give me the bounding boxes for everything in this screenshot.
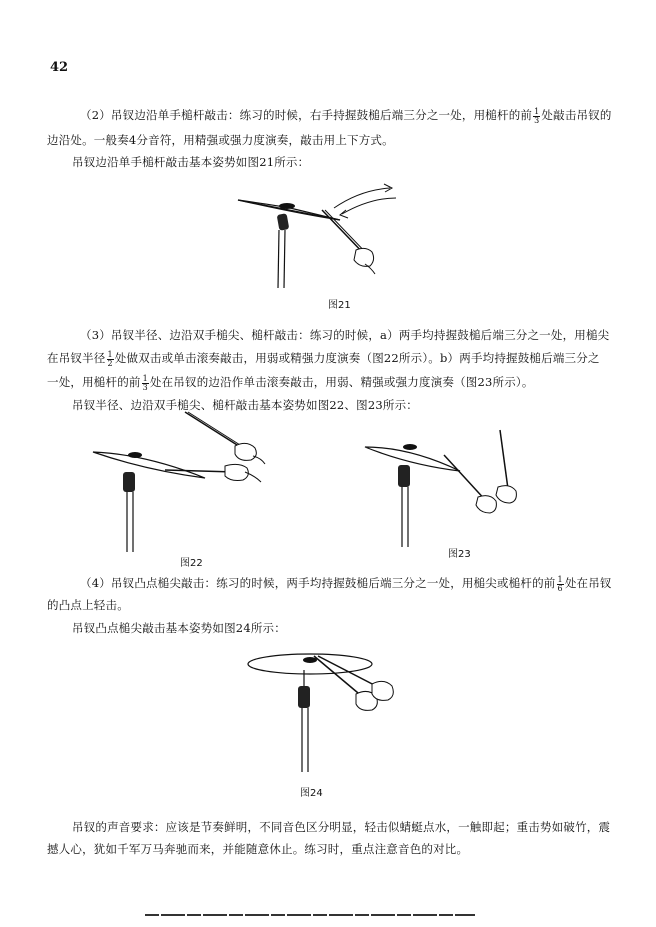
- page-number: 42: [50, 60, 69, 75]
- fraction: [533, 108, 540, 125]
- figure-23-illustration: [360, 425, 535, 550]
- section-3-line-2: [47, 347, 600, 370]
- fraction-numerator: 1: [142, 373, 148, 383]
- text-span: 处做双击或单击滚奏敲击，用弱或精强力度演奏（图22所示）。b）两手均持握鼓槌后端三分之: [114, 351, 600, 365]
- fraction-numerator: 1: [557, 574, 563, 584]
- section-4-line-3: 吊钗凸点槌尖敲击基本姿势如图24所示：: [72, 621, 286, 635]
- text-span: （2）吊钗边沿单手槌杆敲击：练习的时候，右手持握鼓槌后端三分之一处，用槌杆的前: [80, 108, 533, 122]
- section-3-line-4: 吊钗半径、边沿双手槌尖、槌杆敲击基本姿势如图22、图23所示：: [72, 398, 418, 412]
- figure-21-illustration: [230, 180, 410, 290]
- fraction: [107, 351, 114, 368]
- section-3-line-3: [47, 371, 534, 394]
- section-2-line-1: [80, 104, 612, 127]
- text-span: 处在吊钗: [564, 576, 612, 590]
- section-2-line-3: 吊钗边沿单手槌杆敲击基本姿势如图21所示：: [72, 155, 310, 169]
- fraction: [142, 375, 149, 392]
- figure-23-caption: 图23: [448, 549, 471, 560]
- figure-21-caption: 图21: [328, 300, 351, 311]
- fraction-denominator: 6: [557, 583, 563, 593]
- sound-line-1: 吊钗的声音要求：应该是节奏鲜明，不同音色区分明显，轻击似蜻蜓点水，一触即起；重击势如破竹，震: [72, 820, 611, 834]
- fraction-denominator: 3: [534, 115, 540, 125]
- text-span: 处敲击吊钗的: [541, 108, 612, 122]
- section-4-line-2: 的凸点上轻击。: [47, 598, 129, 612]
- text-span: 在吊钗半径: [47, 351, 106, 365]
- sound-line-2: 撼人心，犹如千军万马奔驰而来，并能随意休止。练习时，重点注意音色的对比。: [47, 842, 469, 856]
- fraction-denominator: 3: [142, 382, 148, 392]
- figure-24-caption: 图24: [300, 788, 323, 799]
- fraction-numerator: 1: [534, 106, 540, 116]
- section-2-line-2: 边沿处。一般奏4分音符，用精强或强力度演奏，敲击用上下方式。: [47, 133, 394, 147]
- figure-22-illustration: [85, 410, 275, 555]
- fraction: [557, 576, 564, 593]
- figure-22-caption: 图22: [180, 558, 203, 569]
- text-span: （4）吊钗凸点槌尖敲击：练习的时候，两手均持握鼓槌后端三分之一处，用槌尖或槌杆的前: [80, 576, 556, 590]
- scan-bottom-rule: [145, 914, 475, 916]
- fraction-numerator: 1: [107, 349, 113, 359]
- section-3-line-1: （3）吊钗半径、边沿双手槌尖、槌杆敲击：练习的时候，a）两手均持握鼓槌后端三分之一处，用槌尖: [80, 328, 610, 342]
- text-span: 处在吊钗的边沿作单击滚奏敲击，用弱、精强或强力度演奏（图23所示）。: [149, 375, 534, 389]
- figure-24-illustration: [240, 640, 410, 775]
- fraction-denominator: 2: [107, 358, 113, 368]
- text-span: 一处，用槌杆的前: [47, 375, 141, 389]
- section-4-line-1: [80, 572, 612, 595]
